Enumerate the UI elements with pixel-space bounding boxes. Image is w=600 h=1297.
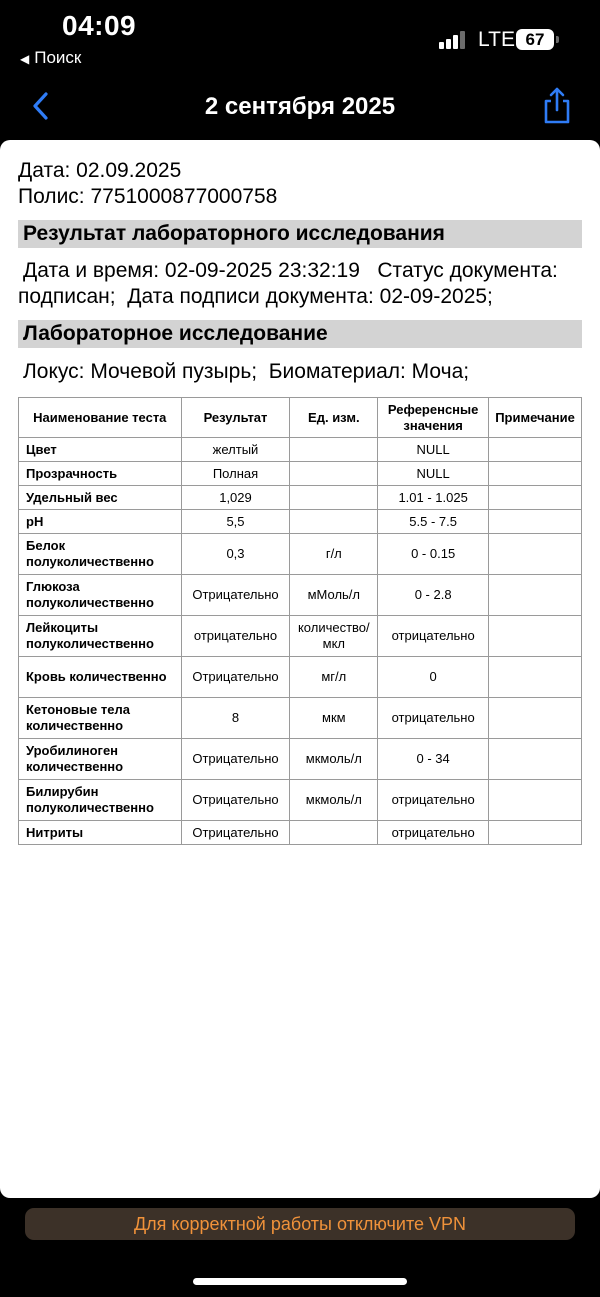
test-reference: NULL bbox=[378, 438, 489, 462]
test-note bbox=[489, 462, 582, 486]
meta-line-1: Дата и время: 02-09-2025 23:32:19 Статус документа: bbox=[23, 259, 558, 282]
test-reference: NULL bbox=[378, 462, 489, 486]
test-name: Белок полуколичественно bbox=[19, 534, 182, 575]
document-body bbox=[18, 158, 582, 385]
test-reference: отрицательно bbox=[378, 616, 489, 657]
test-result: Отрицательно bbox=[181, 780, 290, 821]
test-result: Отрицательно bbox=[181, 575, 290, 616]
test-name: Кетоновые тела количественно bbox=[19, 698, 182, 739]
table-row bbox=[19, 657, 582, 698]
test-unit bbox=[290, 510, 378, 534]
test-reference: отрицательно bbox=[378, 698, 489, 739]
test-unit: количество/мкл bbox=[290, 616, 378, 657]
header-reference: Референсные значения bbox=[378, 398, 489, 438]
table-row bbox=[19, 510, 582, 534]
table-row bbox=[19, 698, 582, 739]
test-name: Нитриты bbox=[19, 821, 182, 845]
back-triangle-icon: ◀ bbox=[20, 52, 30, 66]
battery-icon bbox=[516, 29, 554, 50]
test-result: Отрицательно bbox=[181, 739, 290, 780]
test-reference: отрицательно bbox=[378, 780, 489, 821]
test-result: Полная bbox=[181, 462, 290, 486]
test-result: Отрицательно bbox=[181, 657, 290, 698]
test-result: желтый bbox=[181, 438, 290, 462]
test-unit: мкмоль/л bbox=[290, 780, 378, 821]
test-name: Удельный вес bbox=[19, 486, 182, 510]
table-row bbox=[19, 616, 582, 657]
table-row bbox=[19, 462, 582, 486]
lab-results-table bbox=[18, 397, 582, 845]
table-row bbox=[19, 486, 582, 510]
test-note bbox=[489, 534, 582, 575]
locus-line: Локус: Мочевой пузырь; Биоматериал: Моча; bbox=[23, 360, 470, 383]
test-name: Прозрачность bbox=[19, 462, 182, 486]
test-name: pH bbox=[19, 510, 182, 534]
test-unit: мг/л bbox=[290, 657, 378, 698]
test-result: 8 bbox=[181, 698, 290, 739]
test-note bbox=[489, 821, 582, 845]
header-result: Результат bbox=[181, 398, 290, 438]
table-row bbox=[19, 739, 582, 780]
test-note bbox=[489, 486, 582, 510]
header-note: Примечание bbox=[489, 398, 582, 438]
back-app-label: Поиск bbox=[34, 48, 82, 67]
test-unit bbox=[290, 486, 378, 510]
status-time: 04:09 bbox=[62, 10, 137, 41]
page-title: 2 сентября 2025 bbox=[204, 93, 396, 120]
meta-line-2: подписан; Дата подписи документа: 02-09-2025; bbox=[18, 285, 493, 308]
test-result: 1,029 bbox=[181, 486, 290, 510]
share-icon[interactable] bbox=[540, 86, 574, 126]
table-row bbox=[19, 575, 582, 616]
test-note bbox=[489, 657, 582, 698]
cellular-signal-icon bbox=[439, 31, 467, 49]
test-result: 5,5 bbox=[181, 510, 290, 534]
test-note bbox=[489, 739, 582, 780]
table-row bbox=[19, 438, 582, 462]
document-meta bbox=[18, 258, 582, 310]
test-reference: 0 - 2.8 bbox=[378, 575, 489, 616]
table-row bbox=[19, 534, 582, 575]
test-name: Билирубин полуколичественно bbox=[19, 780, 182, 821]
header-unit: Ед. изм. bbox=[290, 398, 378, 438]
test-name: Цвет bbox=[19, 438, 182, 462]
header-test-name: Наименование теста bbox=[19, 398, 182, 438]
test-name: Лейкоциты полуколичественно bbox=[19, 616, 182, 657]
test-reference: 0 bbox=[378, 657, 489, 698]
nav-bar bbox=[0, 80, 600, 140]
status-bar bbox=[0, 0, 600, 80]
section-title-result: Результат лабораторного исследования bbox=[18, 220, 582, 248]
test-name: Глюкоза полуколичественно bbox=[19, 575, 182, 616]
test-note bbox=[489, 438, 582, 462]
test-note bbox=[489, 780, 582, 821]
test-unit bbox=[290, 462, 378, 486]
test-reference: 1.01 - 1.025 bbox=[378, 486, 489, 510]
battery-level: 67 bbox=[525, 30, 545, 49]
section-title-lab: Лабораторное исследование bbox=[18, 320, 582, 348]
test-reference: 0 - 0.15 bbox=[378, 534, 489, 575]
test-unit bbox=[290, 438, 378, 462]
test-unit: мкм bbox=[290, 698, 378, 739]
test-result: отрицательно bbox=[181, 616, 290, 657]
table-header-row bbox=[19, 398, 582, 438]
document-policy: Полис: 7751000877000758 bbox=[18, 185, 278, 208]
test-unit: г/л bbox=[290, 534, 378, 575]
test-unit: мкмоль/л bbox=[290, 739, 378, 780]
test-unit bbox=[290, 821, 378, 845]
test-reference: отрицательно bbox=[378, 821, 489, 845]
test-note bbox=[489, 575, 582, 616]
test-unit: мМоль/л bbox=[290, 575, 378, 616]
back-to-app-link[interactable] bbox=[20, 48, 81, 68]
test-result: 0,3 bbox=[181, 534, 290, 575]
document-date: Дата: 02.09.2025 bbox=[18, 159, 182, 182]
battery-tip bbox=[556, 36, 559, 43]
test-note bbox=[489, 616, 582, 657]
vpn-warning-banner[interactable]: Для корректной работы отключите VPN bbox=[25, 1208, 575, 1240]
test-note bbox=[489, 510, 582, 534]
table-row bbox=[19, 821, 582, 845]
document-sheet[interactable] bbox=[0, 140, 600, 1198]
test-note bbox=[489, 698, 582, 739]
test-name: Кровь количественно bbox=[19, 657, 182, 698]
network-type: LTE bbox=[478, 28, 515, 51]
test-reference: 5.5 - 7.5 bbox=[378, 510, 489, 534]
table-row bbox=[19, 780, 582, 821]
test-name: Уробилиноген количественно bbox=[19, 739, 182, 780]
test-reference: 0 - 34 bbox=[378, 739, 489, 780]
home-indicator[interactable] bbox=[193, 1278, 407, 1285]
test-result: Отрицательно bbox=[181, 821, 290, 845]
